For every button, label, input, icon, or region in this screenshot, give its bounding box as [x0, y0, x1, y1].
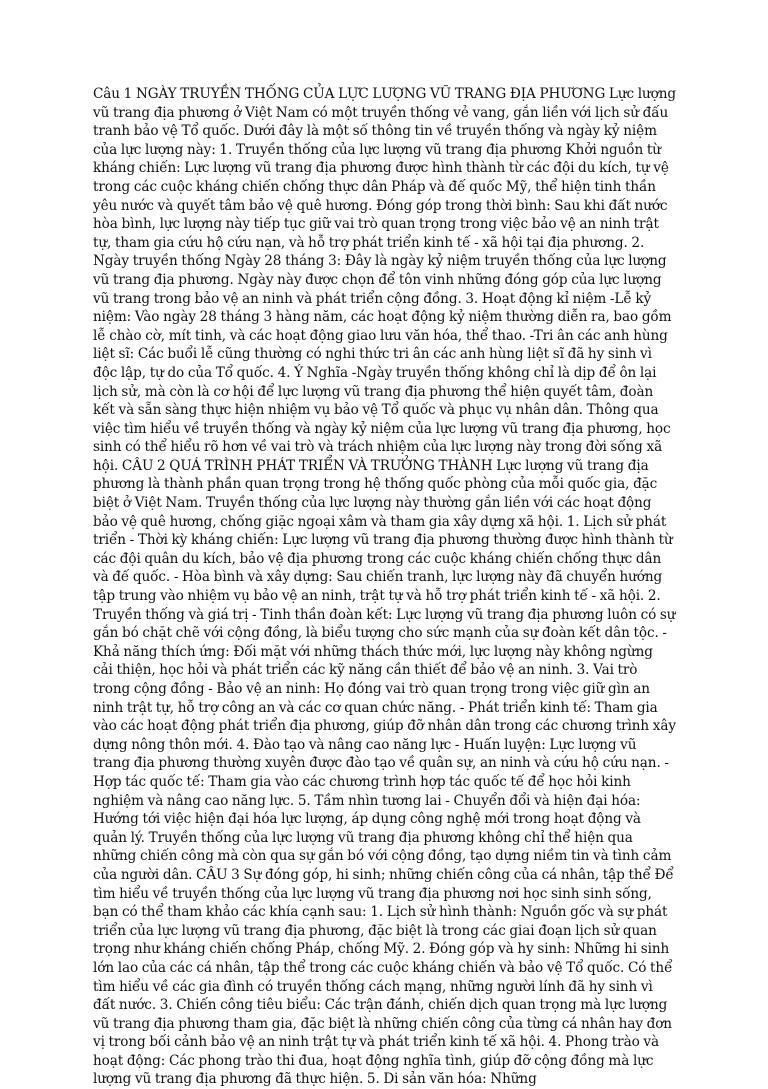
document-body-text: Câu 1 NGÀY TRUYỀN THỐNG CỦA LỰC LƯỢNG VŨ TRANG ĐỊA PHƯƠNG Lực lượng vũ trang địa phương ở Việt Nam có một truyền thống vẻ vang, gắn liền với lịch sử đấu tranh bảo vệ Tổ quốc. Dưới đây là một số thông tin về truyền thống và ngày kỷ niệm của lực lượng này: 1. Truyền thống của lực lượng vũ trang địa phương Khởi nguồn từ kháng chiến: Lực lượng vũ trang địa phương được hình thành từ các đội du kích, tự vệ trong các cuộc kháng chiến chống thực dân Pháp và đế quốc Mỹ, thể hiện tinh thần yêu nước và quyết tâm bảo vệ quê hương. Đóng góp trong thời bình: Sau khi đất nước hòa bình, lực lượng này tiếp tục giữ vai trò quan trọng trong việc bảo vệ an ninh trật tự, tham gia cứu hộ cứu nạn, và hỗ trợ phát triển kinh tế - xã hội tại địa phương. 2. Ngày truyền thống Ngày 28 tháng 3: Đây là ngày kỷ niệm truyền thống của lực lượng vũ trang địa phương. Ngày này được chọn để tôn vinh những đóng góp của lực lượng vũ trang trong bảo vệ an ninh và phát triển cộng đồng. 3. Hoạt động kỉ niệm -Lễ kỷ niệm: Vào ngày 28 tháng 3 hàng năm, các hoạt động kỷ niệm thường diễn ra, bao gồm lễ chào cờ, mít tinh, và các hoạt động giao lưu văn hóa, thể thao. -Tri ân các anh hùng liệt sĩ: Các buổi lễ cũng thường có nghi thức tri ân các anh hùng liệt sĩ đã hy sinh vì độc lập, tự do của Tổ quốc. 4. Ý Nghĩa -Ngày truyền thống không chỉ là dịp để ôn lại lịch sử, mà còn là cơ hội để lực lượng vũ trang địa phương thể hiện quyết tâm, đoàn kết và sẵn sàng thực hiện nhiệm vụ bảo vệ Tổ quốc và phục vụ nhân dân. Thông qua việc tìm hiểu về truyền thống và ngày kỷ niệm của lực lượng vũ trang địa phương, học sinh có thể hiểu rõ hơn về vai trò và trách nhiệm của lực lượng này trong đời sống xã hội. CÂU 2 QUÁ TRÌNH PHÁT TRIỂN VÀ TRƯỞNG THÀNH Lực lượng vũ trang địa phương là thành phần quan trọng trong hệ thống quốc phòng của mỗi quốc gia, đặc biệt ở Việt Nam. Truyền thống của lực lượng này thường gắn liền với các hoạt động bảo vệ quê hương, chống giặc ngoại xâm và tham gia xây dựng xã hội. 1. Lịch sử phát triển - Thời kỳ kháng chiến: Lực lượng vũ trang địa phương thường được hình thành từ các đội quân du kích, bảo vệ địa phương trong các cuộc kháng chiến chống thực dân và đế quốc. - Hòa bình và xây dựng: Sau chiến tranh, lực lượng này đã chuyển hướng tập trung vào nhiệm vụ bảo vệ an ninh, trật tự và hỗ trợ phát triển kinh tế - xã hội. 2. Truyền thống và giá trị - Tinh thần đoàn kết: Lực lượng vũ trang địa phương luôn có sự gắn bó chặt chẽ với cộng đồng, là biểu tượng cho sức mạnh của sự đoàn kết dân tộc. - Khả năng thích ứng: Đối mặt với những thách thức mới, lực lượng này không ngừng cải thiện, học hỏi và phát triển các kỹ năng cần thiết để bảo vệ an ninh. 3. Vai trò trong cộng đồng - Bảo vệ an ninh: Họ đóng vai trò quan trọng trong việc giữ gìn an ninh trật tự, hỗ trợ công an và các cơ quan chức năng. - Phát triển kinh tế: Tham gia vào các hoạt động phát triển địa phương, giúp đỡ nhân dân trong các chương trình xây dựng nông thôn mới. 4. Đào tạo và nâng cao năng lực - Huấn luyện: Lực lượng vũ trang địa phương thường xuyên được đào tạo về quân sự, an ninh và cứu hộ cứu nạn. - Hợp tác quốc tế: Tham gia vào các chương trình hợp tác quốc tế để học hỏi kinh nghiệm và nâng cao năng lực. 5. Tầm nhìn tương lai - Chuyển đổi và hiện đại hóa: Hướng tới việc hiện đại hóa lực lượng, áp dụng công nghệ mới trong hoạt động và quản lý. Truyền thống của lực lượng vũ trang địa phương không chỉ thể hiện qua những chiến công mà còn qua sự gắn bó với cộng đồng, tạo dựng niềm tin và tình cảm của người dân. CÂU 3 Sự đóng góp, hi sinh; những chiến công của cá nhân, tập thể Để tìm hiểu về truyền thống của lực lượng vũ trang địa phương nơi học sinh sinh sống, bạn có thể tham khảo các khía cạnh sau: 1. Lịch sử hình thành: Nguồn gốc và sự phát triển của lực lượng vũ trang địa phương, đặc biệt là trong các giai đoạn lịch sử quan trọng như kháng chiến chống Pháp, chống Mỹ. 2. Đóng góp và hy sinh: Những hi sinh lớn lao của các cá nhân, tập thể trong các cuộc kháng chiến và bảo vệ Tổ quốc. Có thể tìm hiểu về các gia đình có truyền thống cách mạng, những người lính đã hy sinh vì đất nước. 3. Chiến công tiêu biểu: Các trận đánh, chiến dịch quan trọng mà lực lượng vũ trang địa phương tham gia, đặc biệt là những chiến công của từng cá nhân hay đơn vị trong bối cảnh bảo vệ an ninh trật tự và phát triển kinh tế xã hội. 4. Phong trào và hoạt động: Các phong trào thi đua, hoạt động nghĩa tình, giúp đỡ cộng đồng mà lực lượng vũ trang địa phương đã thực hiện. 5. Di sản văn hóa: Những — [93, 86, 676, 1088]
